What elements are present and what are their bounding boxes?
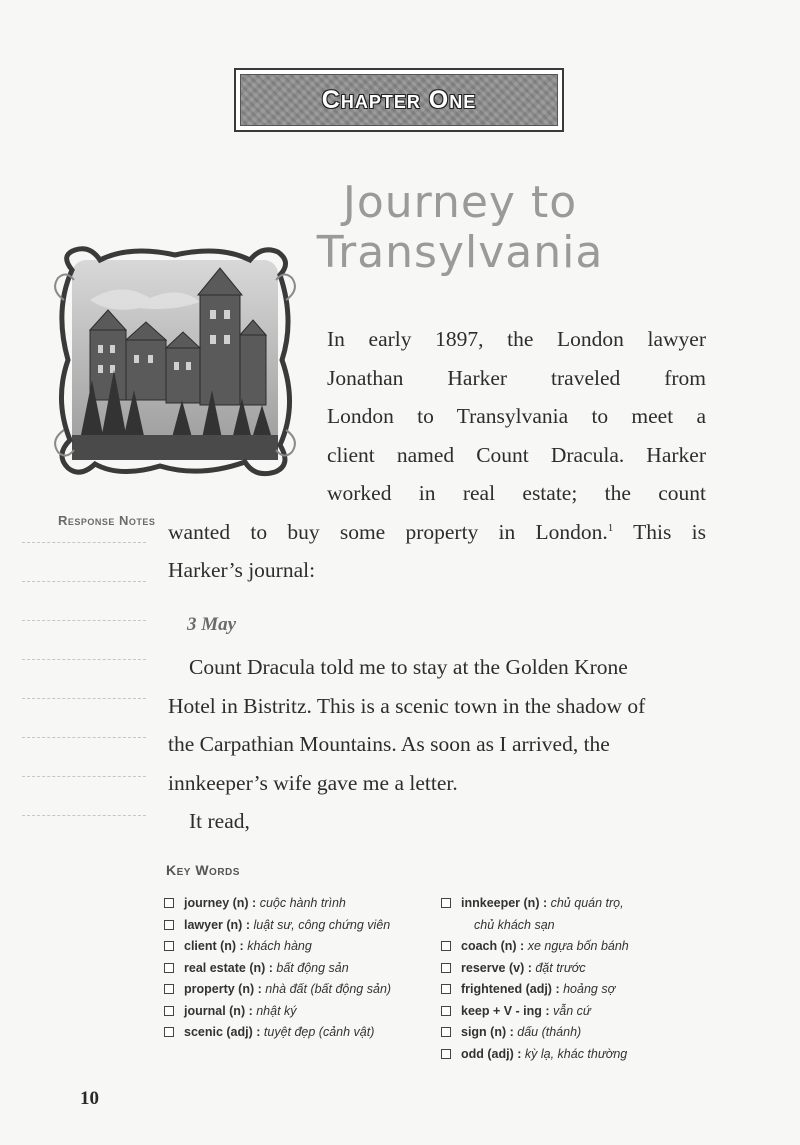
- chapter-banner-inner: [240, 74, 558, 126]
- key-word-item: [164, 958, 434, 980]
- key-word-definition: đặt trước: [535, 960, 586, 975]
- checkbox-icon[interactable]: [441, 984, 451, 994]
- key-word-item: [164, 936, 434, 958]
- story-title-line-1: Journey to: [342, 177, 578, 228]
- key-word-definition: hoảng sợ: [563, 982, 616, 996]
- key-word-term: sign (n) :: [461, 1025, 514, 1039]
- checkbox-icon[interactable]: [164, 1027, 174, 1037]
- intro-line: [168, 513, 706, 552]
- story-title: [300, 178, 620, 278]
- response-notes-label: Response Notes: [58, 513, 156, 528]
- intro-line-text: wanted to buy some property in London.: [168, 519, 608, 544]
- story-title-line-2: Transylvania: [316, 227, 604, 278]
- intro-line: London to Transylvania to meet a: [327, 404, 706, 428]
- journal-paragraph: [168, 648, 708, 802]
- checkbox-icon[interactable]: [164, 1006, 174, 1016]
- journal-line: Count Dracula told me to stay at the Golden Krone: [189, 655, 628, 679]
- key-word-definition: bất động sản: [276, 960, 349, 975]
- checkbox-icon[interactable]: [164, 941, 174, 951]
- checkbox-icon[interactable]: [441, 1006, 451, 1016]
- key-word-definition: xe ngựa bốn bánh: [527, 939, 629, 953]
- journal-line: Hotel in Bistritz. This is a scenic town in the shadow of: [168, 693, 646, 718]
- key-word-term: frightened (adj) :: [461, 982, 560, 996]
- key-words-right-column: [441, 893, 701, 1065]
- note-line: [22, 776, 146, 777]
- chapter-label: Chapter One: [321, 85, 477, 114]
- key-word-term: journal (n) :: [184, 1003, 253, 1018]
- checkbox-icon[interactable]: [164, 920, 174, 930]
- key-word-definition: tuyệt đẹp (cảnh vật): [263, 1025, 375, 1039]
- checkbox-icon[interactable]: [164, 984, 174, 994]
- key-word-term: innkeeper (n) :: [461, 896, 548, 910]
- checkbox-icon[interactable]: [441, 898, 451, 908]
- page-number: 10: [80, 1088, 99, 1109]
- chapter-banner: [234, 68, 564, 132]
- key-word-definition: kỳ lạ, khác thường: [524, 1046, 628, 1061]
- journal-date: 3 May: [187, 614, 237, 635]
- note-line: [22, 815, 146, 816]
- checkbox-icon[interactable]: [441, 1027, 451, 1037]
- checkbox-icon[interactable]: [441, 1049, 451, 1059]
- key-word-term: coach (n) :: [461, 939, 525, 953]
- key-words-left-column: [164, 893, 434, 1044]
- key-word-definition: vẫn cứ: [553, 1003, 591, 1018]
- key-word-item: [164, 1022, 434, 1044]
- journal-line: innkeeper’s wife gave me a letter.: [168, 770, 458, 795]
- key-word-item: [441, 1044, 701, 1066]
- key-word-definition: luật sư, công chứng viên: [253, 917, 391, 932]
- key-word-term: client (n) :: [184, 939, 244, 953]
- key-word-definition: dấu (thánh): [517, 1025, 582, 1039]
- key-word-item: [164, 893, 434, 915]
- intro-paragraph: [168, 320, 706, 590]
- checkbox-icon[interactable]: [164, 963, 174, 973]
- journal-line: the Carpathian Mountains. As soon as I arrived, the: [168, 732, 610, 756]
- footnote-mark: 1: [607, 521, 614, 534]
- key-word-definition: cuộc hành trình: [259, 896, 346, 910]
- key-word-item: [441, 1022, 701, 1044]
- intro-line-text: This is: [633, 519, 706, 544]
- checkbox-icon[interactable]: [441, 941, 451, 951]
- note-line: [22, 737, 146, 738]
- note-line: [22, 542, 146, 543]
- note-line: [22, 581, 146, 582]
- key-word-term: lawyer (n) :: [184, 917, 250, 932]
- key-word-term: scenic (adj) :: [184, 1025, 261, 1039]
- key-word-item: [441, 1001, 701, 1023]
- key-word-term: property (n) :: [184, 982, 262, 996]
- key-words-title: Key Words: [166, 862, 240, 878]
- key-word-item: [164, 1001, 434, 1023]
- key-word-term: odd (adj) :: [461, 1046, 522, 1061]
- key-word-item: [441, 893, 701, 915]
- key-word-definition: nhà đất (bất động sản): [265, 982, 392, 996]
- note-line: [22, 698, 146, 699]
- key-word-item: [441, 936, 701, 958]
- intro-line: Jonathan Harker traveled from: [327, 365, 706, 390]
- intro-line: In early 1897, the London lawyer: [327, 327, 706, 351]
- intro-line: client named Count Dracula. Harker: [327, 442, 706, 467]
- key-word-term: keep + V - ing :: [461, 1003, 550, 1018]
- checkbox-icon[interactable]: [164, 898, 174, 908]
- key-word-item: [164, 915, 434, 937]
- key-word-definition: nhật ký: [256, 1003, 297, 1018]
- key-word-definition-continued: chủ khách sạn: [474, 917, 555, 932]
- intro-line: worked in real estate; the count: [327, 481, 706, 505]
- key-word-definition: khách hàng: [247, 939, 312, 953]
- key-word-term: reserve (v) :: [461, 960, 532, 975]
- key-word-item: [441, 958, 701, 980]
- key-word-term: journey (n) :: [184, 896, 257, 910]
- key-word-term: real estate (n) :: [184, 960, 273, 975]
- response-notes-lines: [22, 542, 146, 832]
- journal-closing: It read,: [189, 809, 250, 833]
- key-word-definition: chủ quán trọ,: [550, 896, 624, 910]
- checkbox-icon[interactable]: [441, 963, 451, 973]
- note-line: [22, 620, 146, 621]
- note-line: [22, 659, 146, 660]
- key-word-item: [164, 979, 434, 1001]
- intro-line: Harker’s journal:: [168, 558, 316, 582]
- key-word-item: [441, 979, 701, 1001]
